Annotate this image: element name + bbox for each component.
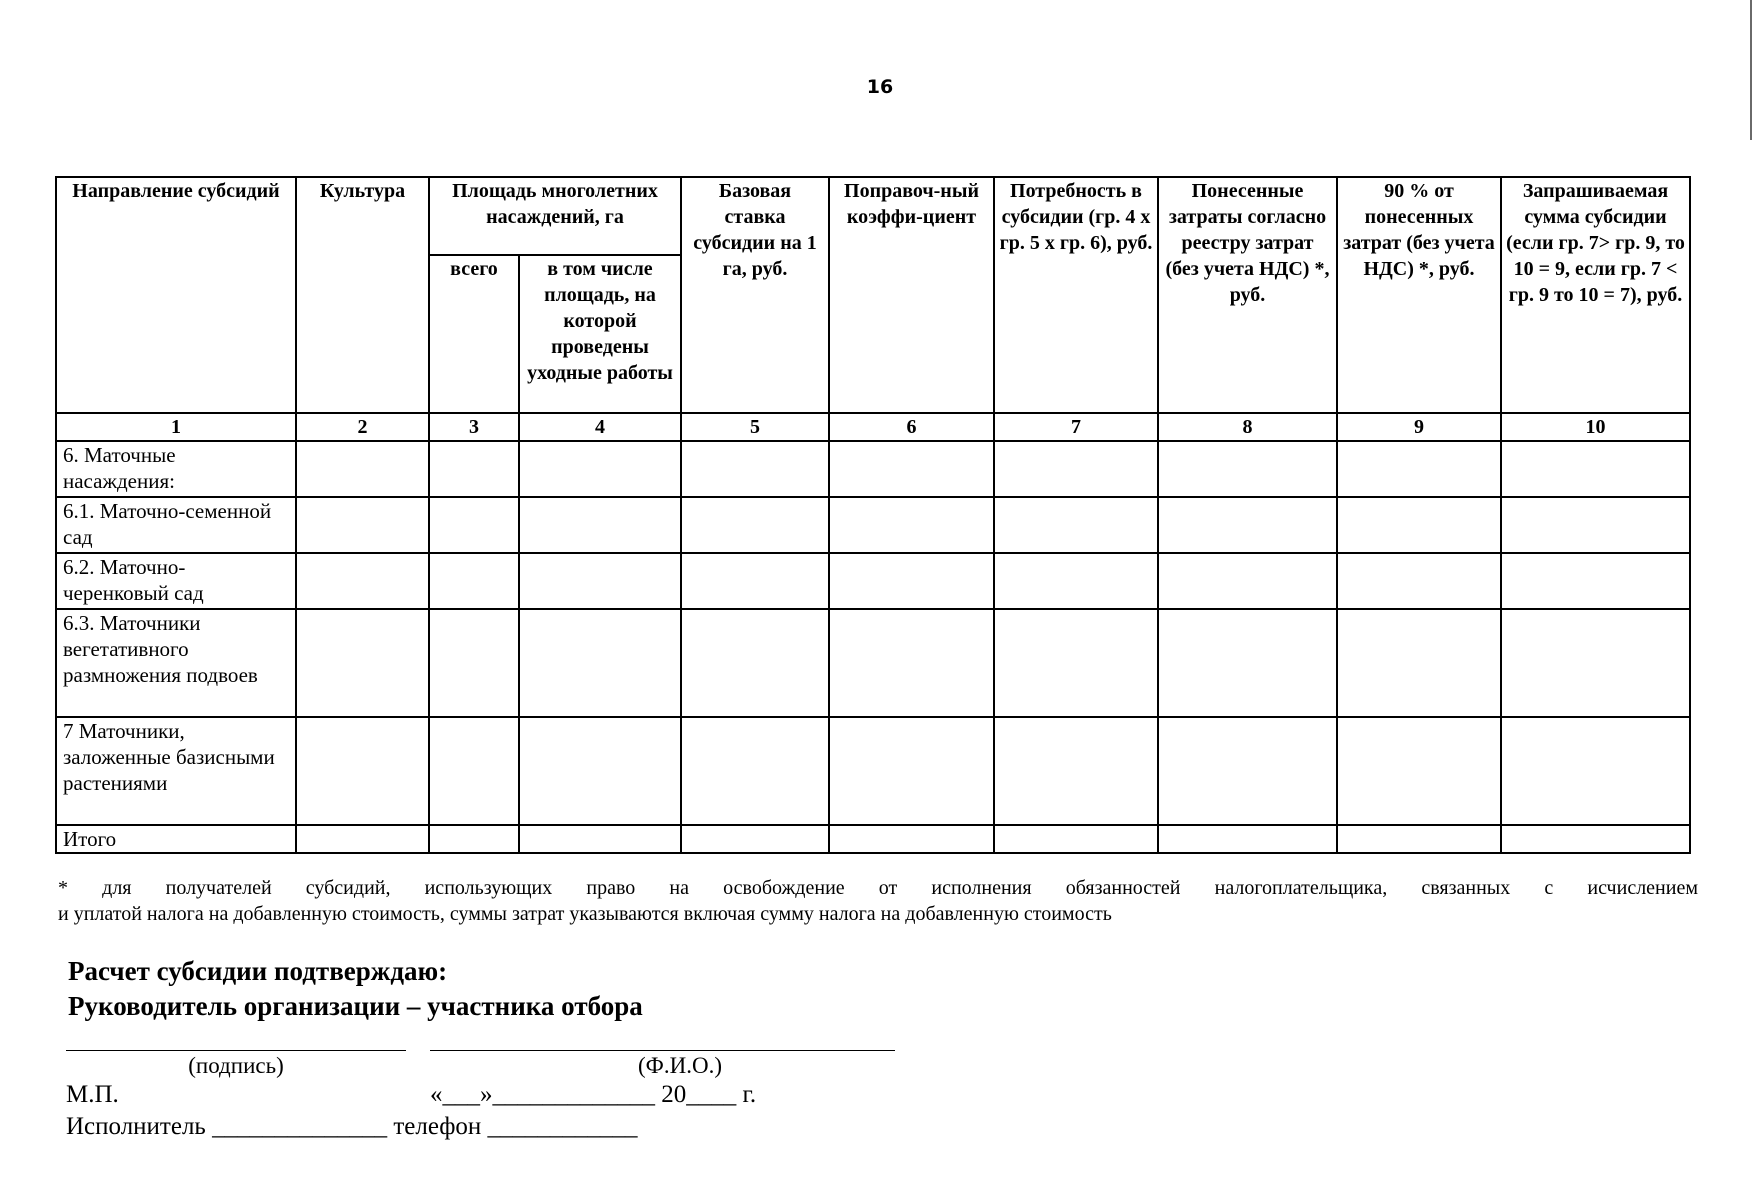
table-cell: [519, 497, 681, 553]
executor-line: Исполнитель ______________ телефон ____________: [66, 1113, 638, 1140]
header-area-care: в том числе площадь, на которой проведены уходные работы: [519, 255, 681, 413]
column-number-row: [56, 413, 1690, 441]
table-row: [56, 717, 1690, 825]
table-cell: [1337, 441, 1501, 497]
row-label: 7 Маточники, заложенные базисными растениями: [56, 717, 296, 825]
header-direction: Направление субсидий: [56, 177, 296, 413]
table-cell: [429, 825, 519, 853]
table-cell: [1337, 609, 1501, 717]
stamp-label: М.П.: [66, 1081, 119, 1108]
table-cell: [519, 717, 681, 825]
page-number: 16: [866, 76, 894, 98]
table-cell: [1501, 441, 1690, 497]
header-base-rate: Базовая ставка субсидии на 1 га, руб.: [681, 177, 829, 413]
table-cell: [681, 553, 829, 609]
column-number: 1: [56, 413, 296, 441]
table-cell: [296, 441, 429, 497]
table-cell: [829, 497, 994, 553]
table-row: [56, 609, 1690, 717]
footnote-line-2: и уплатой налога на добавленную стоимость, суммы затрат указываются включая сумму налога на добавленную стоимость: [58, 903, 1112, 925]
table-cell: [1158, 441, 1337, 497]
column-number: 3: [429, 413, 519, 441]
table-cell: [296, 553, 429, 609]
name-caption: (Ф.И.О.): [638, 1053, 722, 1078]
column-number: 5: [681, 413, 829, 441]
header-costs: Понесенные затраты согласно реестру затрат (без учета НДС) *, руб.: [1158, 177, 1337, 413]
table-cell: [681, 717, 829, 825]
header-requested: Запрашиваемая сумма субсидии (если гр. 7> гр. 9, то 10 = 9, если гр. 7 < гр. 9 то 10 = 7), руб.: [1501, 177, 1690, 413]
row-label: 6.2. Маточно-черенковый сад: [56, 553, 296, 609]
table-row: [56, 553, 1690, 609]
table-cell: [1158, 497, 1337, 553]
header-area-total: всего: [429, 255, 519, 413]
table-cell: [994, 609, 1158, 717]
table-cell: [296, 497, 429, 553]
page-edge-line: [1750, 0, 1752, 140]
confirmation-title: Расчет субсидии подтверждаю:: [68, 956, 448, 986]
footnote-line-1: * для получателей субсидий, использующих право на освобождение от исполнения обязанностей налогоплательщика, связанных с исчислением: [58, 877, 1698, 899]
table-row: [56, 497, 1690, 553]
table-cell: [1158, 609, 1337, 717]
table-cell: [994, 825, 1158, 853]
table-cell: [681, 825, 829, 853]
table-cell: [296, 825, 429, 853]
table-cell: [296, 609, 429, 717]
table-cell: [994, 441, 1158, 497]
row-label: 6. Маточные насаждения:: [56, 441, 296, 497]
table-cell: [429, 553, 519, 609]
table-cell: [681, 497, 829, 553]
row-label: Итого: [56, 825, 296, 853]
header-culture: Культура: [296, 177, 429, 413]
table-cell: [296, 717, 429, 825]
signature-line: [66, 1050, 406, 1051]
table-cell: [829, 825, 994, 853]
table-cell: [829, 609, 994, 717]
table-cell: [429, 441, 519, 497]
table-cell: [1158, 553, 1337, 609]
header-ninety-percent: 90 % от понесенных затрат (без учета НДС) *, руб.: [1337, 177, 1501, 413]
column-number: 10: [1501, 413, 1690, 441]
name-line: [430, 1050, 895, 1051]
table-cell: [1501, 553, 1690, 609]
table-cell: [829, 553, 994, 609]
table-cell: [1337, 553, 1501, 609]
table-cell: [519, 609, 681, 717]
row-label: 6.1. Маточно-семенной сад: [56, 497, 296, 553]
table-cell: [429, 717, 519, 825]
table-cell: [994, 497, 1158, 553]
total-row: [56, 825, 1690, 853]
table-cell: [1501, 497, 1690, 553]
table-cell: [429, 609, 519, 717]
header-area: Площадь многолетних насаждений, га: [429, 177, 681, 255]
table-cell: [519, 553, 681, 609]
table-cell: [1501, 717, 1690, 825]
table-cell: [1158, 825, 1337, 853]
signature-caption: (подпись): [188, 1053, 284, 1078]
table-cell: [829, 717, 994, 825]
table-cell: [681, 441, 829, 497]
column-number: 9: [1337, 413, 1501, 441]
header-need: Потребность в субсидии (гр. 4 х гр. 5 х гр. 6), руб.: [994, 177, 1158, 413]
column-number: 7: [994, 413, 1158, 441]
table-cell: [519, 441, 681, 497]
table-cell: [829, 441, 994, 497]
subsidy-table: [55, 176, 1691, 854]
column-number: 2: [296, 413, 429, 441]
table-cell: [519, 825, 681, 853]
table-cell: [1337, 497, 1501, 553]
table-cell: [994, 717, 1158, 825]
table-cell: [1337, 825, 1501, 853]
header-coefficient: Поправоч-ный коэффи-циент: [829, 177, 994, 413]
table-cell: [1501, 825, 1690, 853]
column-number: 8: [1158, 413, 1337, 441]
table-cell: [1158, 717, 1337, 825]
table-cell: [681, 609, 829, 717]
table-cell: [429, 497, 519, 553]
column-number: 4: [519, 413, 681, 441]
table-cell: [1501, 609, 1690, 717]
column-number: 6: [829, 413, 994, 441]
table-row: [56, 441, 1690, 497]
table-cell: [994, 553, 1158, 609]
table-cell: [1337, 717, 1501, 825]
date-field: «___»_____________ 20____ г.: [430, 1081, 757, 1108]
row-label: 6.3. Маточники вегетативного размножения подвоев: [56, 609, 296, 717]
confirmation-signer: Руководитель организации – участника отбора: [68, 991, 643, 1021]
